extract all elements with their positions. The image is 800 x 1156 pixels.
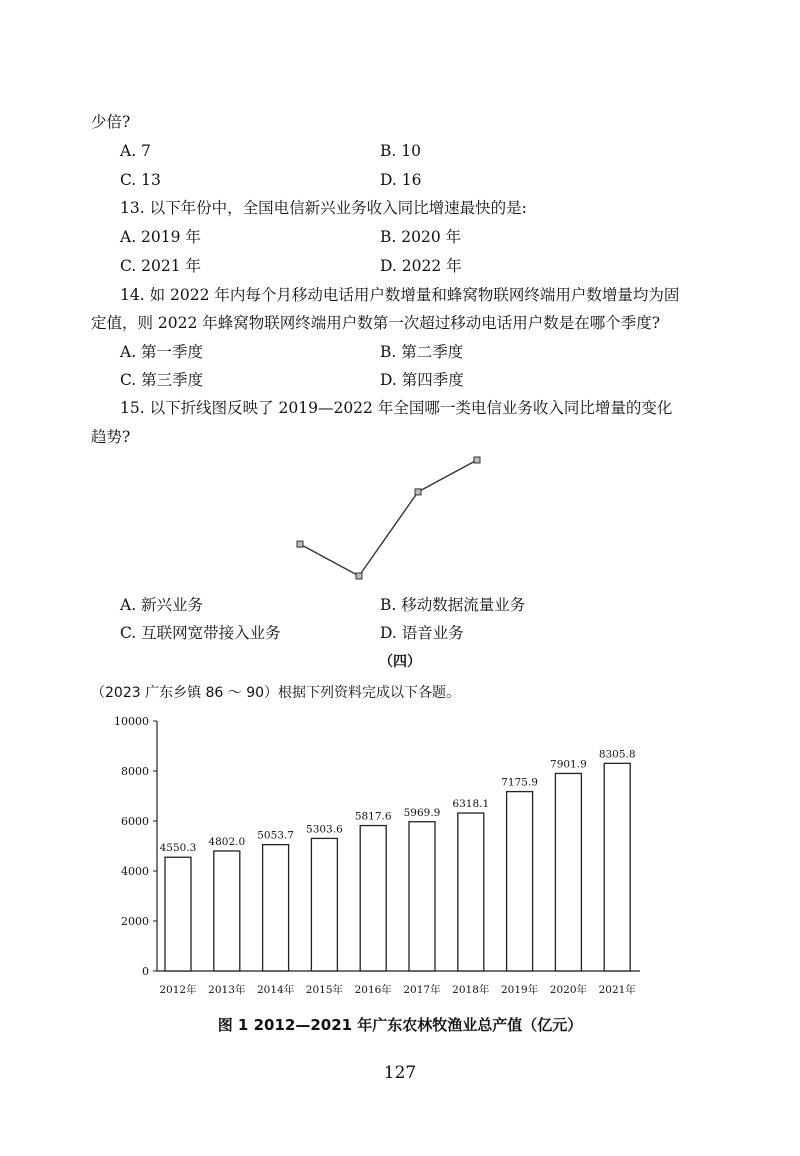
x-tick-label: 2020年 — [549, 984, 588, 996]
bar — [214, 851, 240, 971]
figure-caption: 图 1 2012—2021 年广东农林牧渔业总产值（亿元） — [217, 1016, 583, 1034]
page-number: 127 — [383, 1063, 417, 1083]
q15-option-c: C. 互联网宽带接入业务 — [120, 624, 281, 642]
bar — [311, 838, 337, 971]
q14-stem-line2: 定值，则 2022 年蜂窝物联网终端用户数第一次超过移动电话用户数是在哪个季度? — [91, 314, 661, 332]
bar — [263, 845, 289, 971]
bar — [409, 822, 435, 971]
q13-option-c: C. 2021 年 — [120, 257, 202, 275]
q13-option-d: D. 2022 年 — [380, 257, 462, 275]
bar — [555, 773, 581, 971]
q15-option-d: D. 语音业务 — [380, 624, 464, 642]
y-tick-label: 10000 — [114, 715, 149, 728]
trend-marker — [297, 541, 303, 547]
q15-stem-line2: 趋势? — [91, 428, 131, 446]
bar-value-label: 6318.1 — [452, 798, 490, 811]
q12-option-b: B. 10 — [380, 142, 421, 160]
bar — [165, 857, 191, 971]
bar — [360, 826, 386, 971]
bar-value-label: 5969.9 — [403, 806, 441, 819]
x-tick-label: 2019年 — [500, 984, 539, 996]
q15-option-a: A. 新兴业务 — [120, 596, 204, 614]
bar — [458, 813, 484, 971]
x-tick-label: 2013年 — [208, 984, 246, 996]
q12-option-a: A. 7 — [120, 142, 151, 160]
x-tick-label: 2015年 — [305, 984, 344, 996]
q14-option-a: A. 第一季度 — [120, 343, 204, 361]
trend-marker — [474, 457, 480, 463]
y-tick-label: 0 — [142, 965, 149, 978]
x-tick-label: 2016年 — [354, 984, 392, 996]
q12-option-c: C. 13 — [120, 171, 161, 189]
q13-stem: 13. 以下年份中，全国电信新兴业务收入同比增速最快的是: — [120, 199, 527, 217]
x-tick-label: 2017年 — [403, 984, 441, 996]
bar-value-label: 8305.8 — [598, 748, 636, 761]
q14-stem-line1: 14. 如 2022 年内每个月移动电话用户数增量和蜂窝物联网终端用户数增量均为固 — [120, 286, 680, 304]
x-tick-label: 2018年 — [452, 984, 490, 996]
y-tick-label: 8000 — [121, 765, 149, 778]
y-tick-label: 2000 — [121, 915, 149, 928]
x-tick-label: 2021年 — [598, 984, 636, 996]
bar — [507, 792, 533, 971]
bar-value-label: 5817.6 — [354, 810, 392, 823]
bar — [604, 763, 630, 971]
q14-option-b: B. 第二季度 — [380, 343, 464, 361]
q14-option-c: C. 第三季度 — [120, 371, 204, 389]
bar-value-label: 5303.6 — [306, 823, 343, 836]
q15-option-b: B. 移动数据流量业务 — [380, 596, 526, 614]
bar-value-label: 7901.9 — [550, 758, 587, 771]
q14-option-d: D. 第四季度 — [380, 371, 464, 389]
section-title: （四） — [379, 654, 421, 670]
y-tick-label: 4000 — [121, 865, 149, 878]
bar-value-label: 4802.0 — [208, 835, 246, 848]
q15-stem-line1: 15. 以下折线图反映了 2019—2022 年全国哪一类电信业务收入同比增量的变化 — [120, 399, 673, 417]
q13-option-b: B. 2020 年 — [380, 228, 462, 246]
x-tick-label: 2014年 — [256, 984, 295, 996]
bar-value-label: 5053.7 — [257, 829, 294, 842]
trend-line — [300, 460, 477, 576]
bar-value-label: 4550.3 — [159, 842, 197, 855]
trend-marker — [356, 573, 362, 579]
x-tick-label: 2012年 — [159, 984, 197, 996]
q12-stem-tail: 少倍? — [91, 113, 131, 131]
y-tick-label: 6000 — [121, 815, 149, 828]
trend-marker — [415, 489, 421, 495]
q12-option-d: D. 16 — [380, 171, 422, 189]
bar-chart — [0, 700, 800, 1010]
q13-option-a: A. 2019 年 — [120, 228, 201, 246]
bar-value-label: 7175.9 — [501, 776, 538, 789]
section-intro: （2023 广东乡镇 86 ～ 90）根据下列资料完成以下各题。 — [91, 685, 461, 701]
q15-trend-line-chart — [280, 445, 500, 595]
